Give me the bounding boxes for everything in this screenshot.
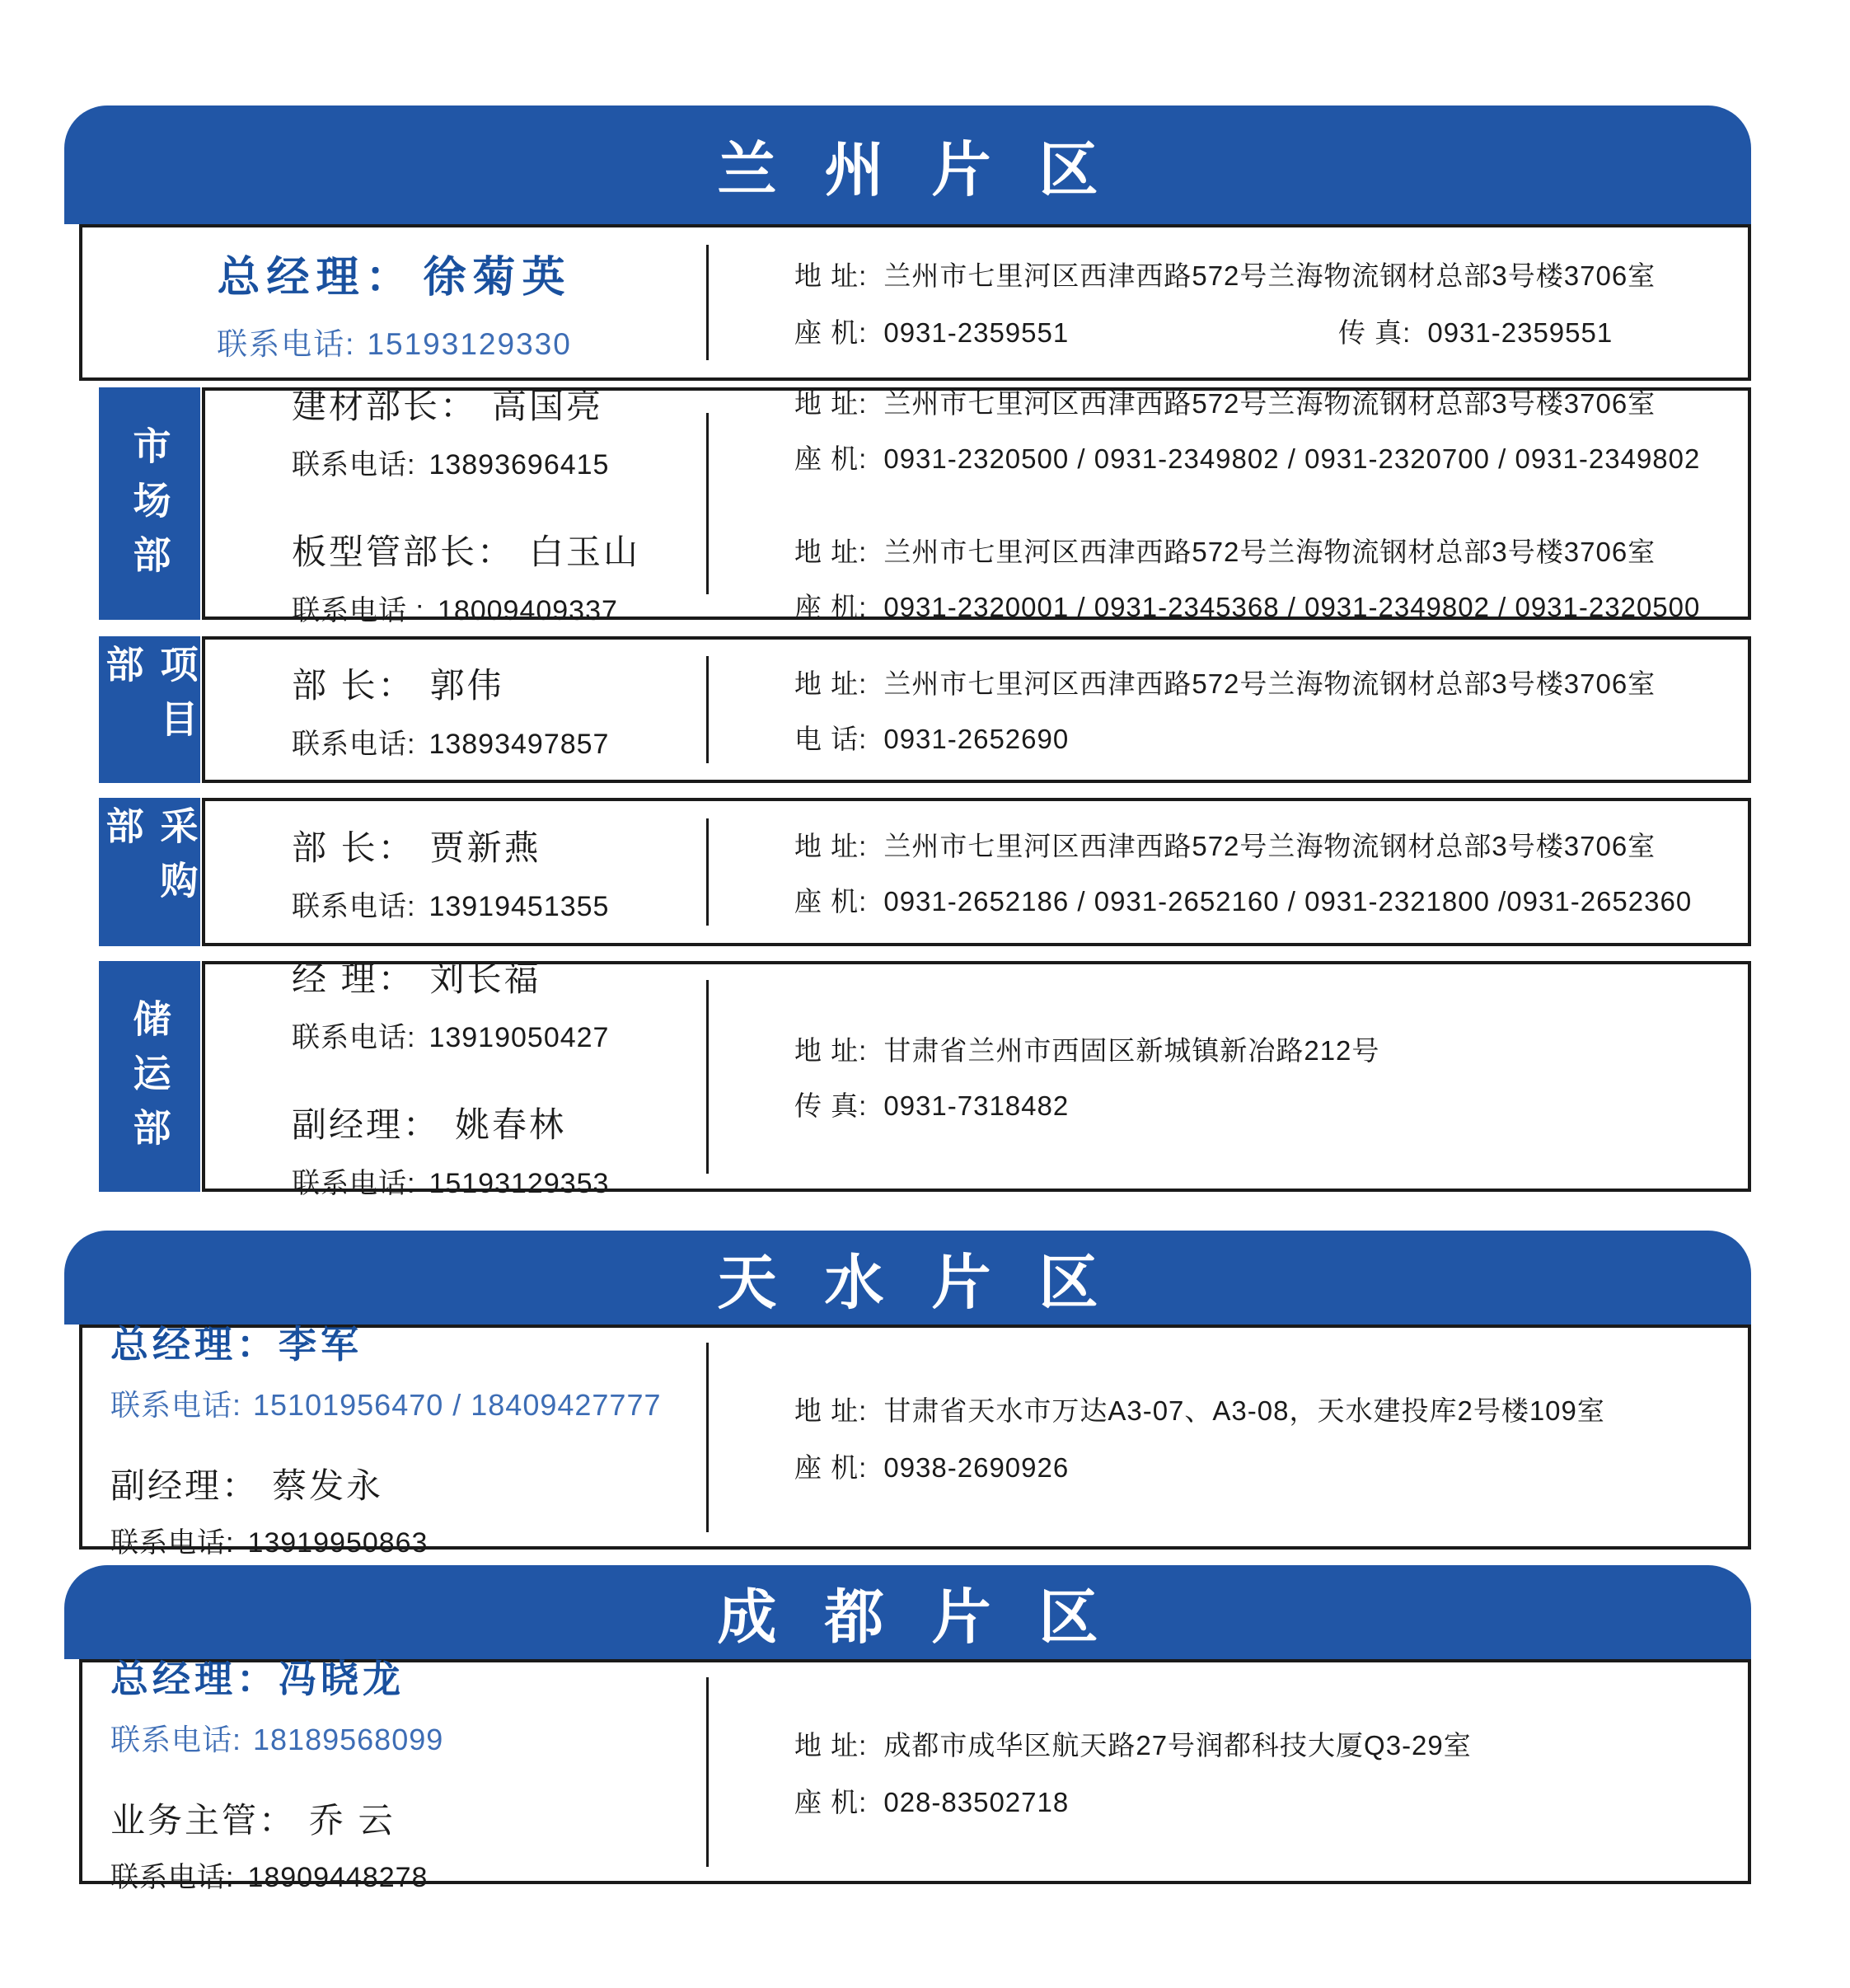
- address-label: 地 址:: [794, 388, 868, 419]
- address-line: [794, 825, 1748, 864]
- staff-role: 副经理：: [292, 1105, 441, 1144]
- region-banner-lanzhou: [64, 105, 1751, 224]
- phone-label: 联系电话:: [292, 1168, 416, 1199]
- gm-name: 冯晓龙: [279, 1656, 405, 1701]
- tel-value: 0931-2652186 / 0931-2652160 / 0931-2321800 /0931-2652360: [883, 886, 1693, 917]
- address-line: [794, 1724, 1748, 1763]
- dept-row-marketing: [64, 387, 1751, 626]
- tel-value: 0931-2652690: [883, 724, 1070, 754]
- tel-line: [794, 586, 1748, 625]
- staff-role-line: [292, 952, 706, 1001]
- staff-entry: [292, 525, 706, 628]
- content-wrap: [64, 0, 1753, 1988]
- dept-box-marketing: [202, 387, 1751, 626]
- region-title-tianshui: 天水片区: [717, 1250, 1146, 1316]
- contact-block: [794, 825, 1748, 919]
- deputy-phone-line: [110, 1520, 706, 1560]
- tel-line: [794, 1446, 1748, 1485]
- phone-label: 联系电话:: [292, 449, 416, 481]
- staff-entry: [292, 821, 706, 924]
- staff-phone-line: [292, 442, 706, 482]
- fax-label: 传 真:: [794, 1090, 868, 1121]
- phone-number: 13919451355: [429, 890, 610, 922]
- address-value: 兰州市七里河区西津西路572号兰海物流钢材总部3号楼3706室: [883, 537, 1656, 567]
- gm-name: 李军: [279, 1321, 363, 1367]
- staff-role-line: [292, 659, 706, 708]
- staff-role-line: [292, 1098, 706, 1147]
- staff-entry: [292, 379, 706, 482]
- fax-line: [794, 1085, 1748, 1123]
- dept-box-logistics: [202, 959, 1751, 1199]
- tel-fax-line: [794, 312, 1748, 350]
- phone-label: 联系电话:: [110, 1526, 235, 1559]
- address-label: 地 址:: [794, 1395, 868, 1426]
- tel-label: 座 机:: [794, 1786, 868, 1817]
- dept-tab-marketing: 市场部: [99, 387, 200, 620]
- supervisor-name: 乔 云: [309, 1800, 396, 1840]
- address-label: 地 址:: [794, 831, 868, 861]
- fax-label: 传 真:: [1338, 317, 1412, 348]
- lanzhou-gm-heading: [82, 242, 706, 304]
- deputy-name: 蔡发永: [272, 1465, 384, 1505]
- fax-value: 0931-2359551: [1427, 317, 1613, 348]
- fax-value: 0931-7318482: [883, 1090, 1070, 1121]
- phone-number: 15193129353: [429, 1168, 610, 1199]
- dept-tab-purchasing: 采购部: [99, 798, 200, 946]
- gm-role-label: 总经理：: [110, 1656, 279, 1701]
- staff-phone-line: [292, 884, 706, 924]
- staff-name: 贾新燕: [429, 828, 541, 867]
- tianshui-box: [79, 1321, 1751, 1559]
- address-value: 甘肃省天水市万达A3-07、A3-08，天水建投库2号楼109室: [883, 1395, 1605, 1426]
- address-line: [794, 1029, 1748, 1068]
- address-line: [794, 531, 1748, 570]
- dept-contact: [709, 825, 1748, 919]
- tel-value: 0931-2320001 / 0931-2345368 / 0931-2349802 / 0931-2320500: [883, 592, 1701, 622]
- staff-entry: [292, 952, 706, 1055]
- address-line: [794, 382, 1748, 421]
- staff-phone-line: [292, 721, 706, 762]
- deputy-role-line: [110, 1459, 706, 1508]
- staff-role: 经 理：: [292, 959, 415, 998]
- phone-label: 联系电话:: [110, 1387, 242, 1422]
- dept-box-purchasing: [202, 798, 1751, 946]
- staff-phone-line: [292, 588, 706, 628]
- staff-entry: [292, 659, 706, 762]
- address-value: 兰州市七里河区西津西路572号兰海物流钢材总部3号楼3706室: [883, 260, 1656, 291]
- region-title-lanzhou: 兰州片区: [717, 138, 1146, 204]
- gm-heading: [110, 1315, 706, 1369]
- staff-role-line: [292, 379, 706, 429]
- region-banner-chengdu: [64, 1565, 1751, 1659]
- staff-role-line: [292, 525, 706, 574]
- dept-staff: [205, 659, 706, 762]
- dept-row-purchasing: [64, 798, 1751, 946]
- tel-value: 028-83502718: [883, 1786, 1070, 1817]
- dept-row-project: [64, 636, 1751, 783]
- phone-label: 联系电话:: [217, 326, 356, 361]
- dept-row-logistics: [64, 959, 1751, 1199]
- staff-name: 白玉山: [529, 532, 641, 571]
- tel-line: [794, 880, 1748, 919]
- dept-staff: [205, 379, 706, 628]
- staff-phone-line: [292, 1015, 706, 1055]
- address-label: 地 址:: [794, 1729, 868, 1761]
- staff-phone-line: [292, 1160, 706, 1201]
- tel-value: 0938-2690926: [883, 1451, 1070, 1483]
- staff-role: 部 长：: [292, 828, 415, 867]
- address-line: [794, 663, 1748, 701]
- staff-name: 高国亮: [492, 387, 604, 425]
- dept-contact: [709, 382, 1748, 625]
- tianshui-contact: [709, 1390, 1748, 1485]
- supervisor-role-line: [110, 1793, 706, 1843]
- phone-label: 联系电话:: [292, 1022, 416, 1053]
- landline-value: 0931-2359551: [883, 317, 1070, 348]
- address-line: [794, 1390, 1748, 1428]
- lanzhou-gm-contact: [709, 255, 1748, 350]
- staff-name: 郭伟: [429, 665, 504, 705]
- tel-label: 座 机:: [794, 443, 868, 474]
- phone-label: 联系电话:: [292, 728, 416, 760]
- dept-staff: [205, 821, 706, 924]
- fax: [1338, 317, 1613, 348]
- tel-label: 电 话:: [794, 724, 868, 754]
- phone-label: 联系电话:: [110, 1861, 235, 1893]
- staff-entry: [292, 1098, 706, 1201]
- dept-contact: [709, 1029, 1748, 1123]
- tel-line: [794, 438, 1748, 476]
- dept-box-project: [202, 636, 1751, 783]
- gm-phone-line: [110, 1382, 706, 1424]
- phone-label: 联系电话:: [292, 890, 416, 922]
- staff-name: 刘长福: [429, 959, 541, 998]
- lanzhou-gm-box: [79, 224, 1751, 381]
- deputy-role: 副经理：: [110, 1465, 260, 1505]
- lanzhou-gm-phone: [82, 319, 706, 363]
- phone-number: 18009409337: [437, 595, 618, 626]
- address-value: 兰州市七里河区西津西路572号兰海物流钢材总部3号楼3706室: [883, 388, 1656, 419]
- phone-number: 13893696415: [429, 449, 610, 481]
- phone-number: 15193129330: [367, 326, 572, 361]
- staff-role: 部 长：: [292, 665, 415, 705]
- supervisor-phone-line: [110, 1854, 706, 1895]
- contact-block: [794, 382, 1748, 476]
- gm-name: 徐菊英: [423, 251, 572, 302]
- address-label: 地 址:: [794, 1035, 868, 1066]
- tel-label: 座 机:: [794, 592, 868, 622]
- lanzhou-gm-info: [82, 242, 706, 363]
- phone-number: 13893497857: [429, 728, 610, 760]
- dept-contact: [709, 663, 1748, 757]
- address-value: 甘肃省兰州市西固区新城镇新冶路212号: [883, 1035, 1380, 1066]
- gm-role-label: 总经理：: [217, 251, 415, 302]
- address-label: 地 址:: [794, 668, 868, 699]
- staff-role-line: [292, 821, 706, 870]
- phone-label: 联系电话 :: [292, 595, 424, 626]
- phone-number: 13919950863: [247, 1526, 429, 1559]
- tel-line: [794, 718, 1748, 757]
- staff-name: 姚春林: [455, 1105, 567, 1144]
- address-label: 地 址:: [794, 260, 868, 291]
- region-title-chengdu: 成都片区: [717, 1585, 1146, 1651]
- tel-label: 座 机:: [794, 1451, 868, 1483]
- address-value: 兰州市七里河区西津西路572号兰海物流钢材总部3号楼3706室: [883, 831, 1656, 861]
- phone-number: 15101956470 / 18409427777: [253, 1387, 662, 1422]
- tel-value: 0931-2320500 / 0931-2349802 / 0931-2320700 / 0931-2349802: [883, 443, 1701, 474]
- staff-role: 板型管部长：: [292, 532, 515, 571]
- chengdu-box: [79, 1656, 1751, 1893]
- dept-staff: [205, 952, 706, 1201]
- dept-tab-logistics: 储运部: [99, 961, 200, 1192]
- landline-label: 座 机:: [794, 317, 868, 348]
- gm-role-label: 总经理：: [110, 1321, 279, 1367]
- landline: [794, 312, 1338, 350]
- phone-number: 18189568099: [253, 1722, 444, 1756]
- address-line: [794, 255, 1748, 293]
- tianshui-staff: [82, 1315, 706, 1560]
- dept-tab-project: 项目部: [99, 636, 200, 783]
- staff-role: 建材部长：: [292, 387, 478, 425]
- tel-label: 座 机:: [794, 886, 868, 917]
- address-value: 兰州市七里河区西津西路572号兰海物流钢材总部3号楼3706室: [883, 668, 1656, 699]
- contact-block: [794, 1029, 1748, 1123]
- phone-number: 18909448278: [247, 1861, 429, 1893]
- gm-phone-line: [110, 1717, 706, 1759]
- address-label: 地 址:: [794, 537, 868, 567]
- region-banner-tianshui: [64, 1231, 1751, 1325]
- phone-label: 联系电话:: [110, 1722, 242, 1756]
- phone-number: 13919050427: [429, 1022, 610, 1053]
- gm-heading: [110, 1649, 706, 1704]
- contact-block: [794, 531, 1748, 625]
- tel-line: [794, 1781, 1748, 1820]
- address-value: 成都市成华区航天路27号润都科技大厦Q3-29室: [883, 1729, 1472, 1761]
- supervisor-role: 业务主管：: [110, 1800, 297, 1840]
- chengdu-staff: [82, 1649, 706, 1895]
- chengdu-contact: [709, 1724, 1748, 1820]
- contact-block: [794, 663, 1748, 757]
